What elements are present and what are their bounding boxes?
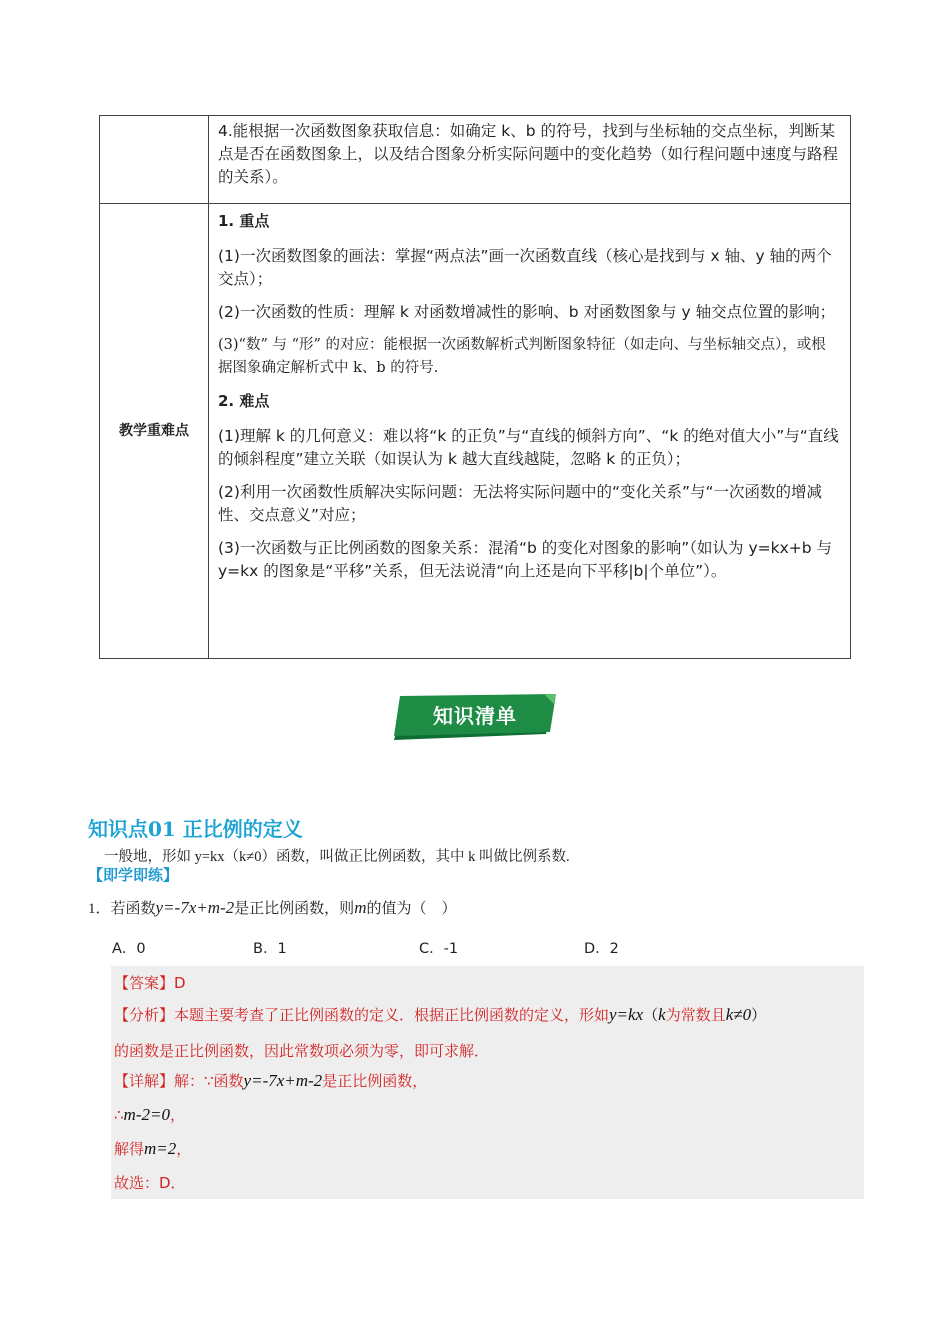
question-var: m — [354, 898, 367, 917]
step-2-end: ， — [176, 1140, 192, 1158]
detail-suffix: 是正比例函数， — [322, 1072, 428, 1090]
step-2 — [114, 1138, 191, 1159]
option-a[interactable]: A．0 — [112, 941, 146, 957]
question-number: 1． — [88, 901, 111, 917]
key-points-title: 1. 重点 — [218, 212, 270, 230]
detail-formula: y=-7x+m-2 — [243, 1071, 323, 1090]
difficult-points-title: 2. 难点 — [218, 392, 270, 410]
row-label-key-difficult: 教学重难点 — [100, 204, 209, 659]
step-2-formula: m=2 — [144, 1139, 177, 1158]
analysis-text: 【分析】本题主要考查了正比例函数的定义．根据正比例函数的定义，形如 — [114, 1006, 610, 1024]
knowledge-list-banner — [394, 694, 556, 742]
difficult-point-2: (2)利用一次函数性质解决实际问题：无法将实际问题中的“变化关系”与“一次函数的增减性、交点意义”对应； — [218, 483, 823, 524]
answer-line: 【答案】D — [114, 974, 186, 992]
row-label — [100, 116, 209, 204]
analysis-paren-close: ） — [751, 1006, 767, 1024]
therefore-symbol: ∴ — [114, 1106, 124, 1124]
analysis-k: k — [658, 1005, 666, 1024]
solution-box — [111, 966, 864, 1199]
question-1 — [88, 897, 456, 918]
detail-line — [114, 1070, 427, 1091]
analysis-paren-open: （ — [643, 1006, 659, 1024]
question-end: 的值为（ ） — [366, 901, 457, 917]
question-formula: y=-7x+m-2 — [155, 898, 235, 917]
analysis-formula: y=kx — [609, 1005, 644, 1024]
row-content — [209, 204, 851, 659]
key-point-3: (3)“数” 与 “形” 的对应：能根据一次函数解析式判断图象特征（如走向、与坐标轴交点），或根据图象确定解析式中 k、b 的符号. — [218, 337, 826, 376]
practice-heading: 【即学即练】 — [88, 866, 179, 884]
step-1 — [114, 1104, 185, 1125]
question-suffix: 是正比例函数，则 — [234, 901, 355, 917]
analysis-line-2: 的函数是正比例函数，因此常数项必须为零，即可求解． — [114, 1042, 490, 1060]
table-row — [100, 116, 851, 204]
step-2-prefix: 解得 — [114, 1140, 145, 1158]
option-d[interactable]: D．2 — [584, 941, 619, 957]
question-prefix: 若函数 — [110, 901, 156, 917]
knowledge-point-definition: 一般地，形如 y=kx（k≠0）函数，叫做正比例函数，其中 k 叫做比例系数. — [104, 849, 570, 865]
difficult-point-3: (3)一次函数与正比例函数的图象关系：混淆“b 的变化对图象的影响”（如认为 y=kx+b 与 y=kx 的图象是“平移”关系，但无法说清“向上还是向下平移|b|个单位”）。 — [218, 539, 833, 580]
analysis-line-1 — [114, 1004, 766, 1025]
step-1-formula: m-2=0 — [123, 1105, 170, 1124]
option-c[interactable]: C．-1 — [419, 941, 459, 957]
table-row — [100, 204, 851, 659]
knowledge-point-title: 知识点01 正比例的定义 — [88, 817, 303, 841]
row-content — [209, 116, 851, 204]
analysis-text-2: 为常数且 — [665, 1006, 726, 1024]
key-point-1: (1)一次函数图象的画法：掌握“两点法”画一次函数直线（核心是找到与 x 轴、y 轴的两个交点）； — [218, 247, 832, 288]
difficult-point-1: (1)理解 k 的几何意义：难以将“k 的正负”与“直线的倾斜方向”、“k 的绝对值大小”与“直线的倾斜程度”建立关联（如误认为 k 越大直线越陡，忽略 k 的正负）； — [218, 427, 839, 468]
conclusion-line: 故选：D． — [114, 1174, 186, 1192]
detail-prefix: 【详解】解：∵函数 — [114, 1072, 244, 1090]
banner-title: 知识清单 — [433, 704, 517, 728]
key-point-2: (2)一次函数的性质：理解 k 对函数增减性的影响、b 对函数图象与 y 轴交点位置的影响； — [218, 303, 836, 321]
objective-4-text: 4.能根据一次函数图象获取信息：如确定 k、b 的符号，找到与坐标轴的交点坐标，判断某点是否在函数图象上，以及结合图象分析实际问题中的变化趋势（如行程问题中速度与路程的关系）。 — [218, 122, 839, 186]
analysis-condition: k≠0 — [725, 1005, 752, 1024]
objectives-table — [99, 115, 851, 659]
step-1-end: ， — [169, 1106, 185, 1124]
option-b[interactable]: B．1 — [253, 941, 287, 957]
